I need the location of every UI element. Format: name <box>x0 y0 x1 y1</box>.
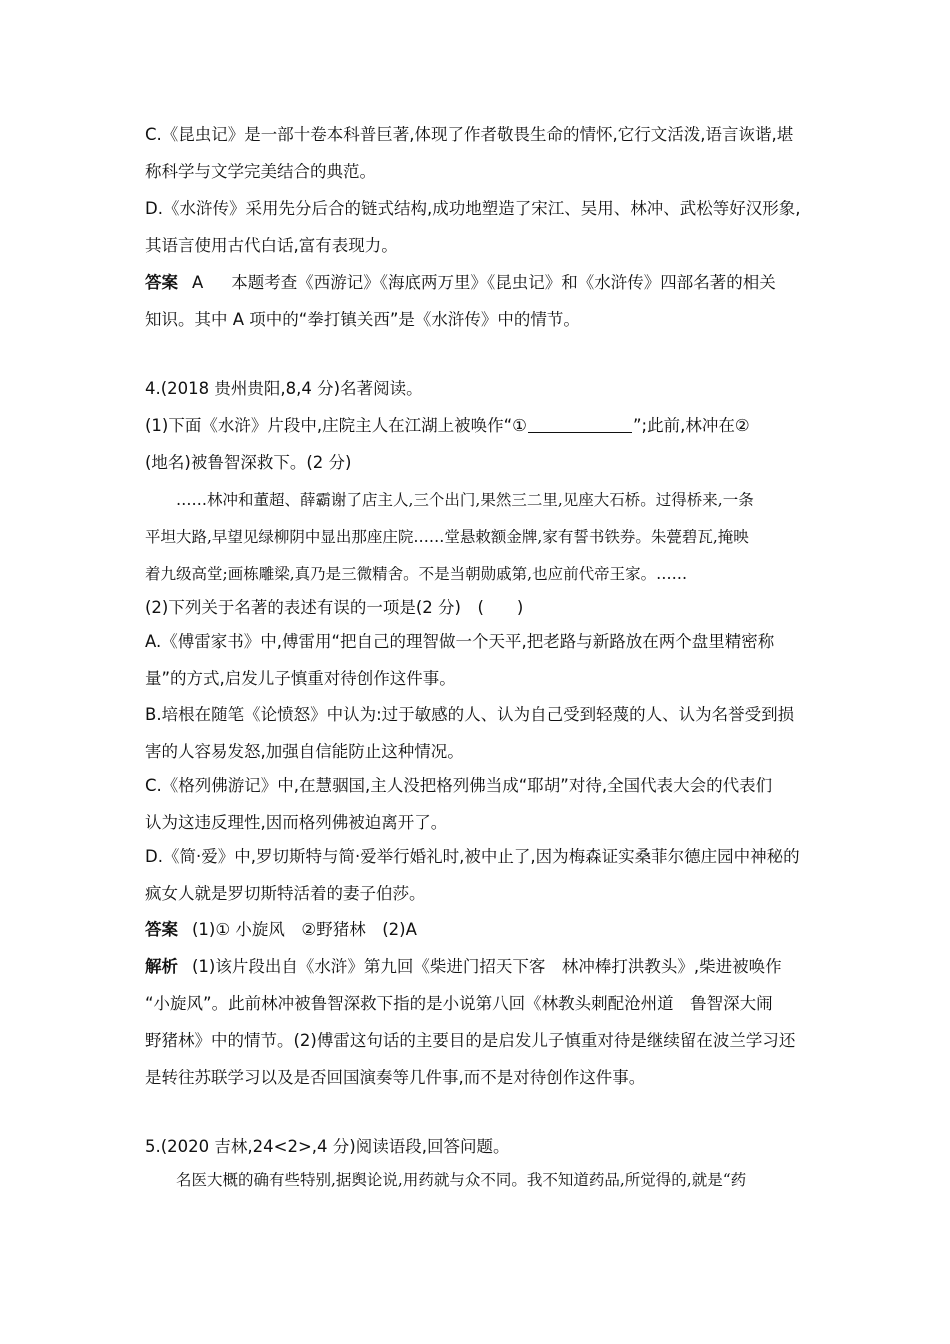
q4-option-a-line2: 量”的方式,启发儿子慎重对待创作这件事。 <box>145 669 456 688</box>
q4-part1-line1 <box>145 414 750 438</box>
answer-text: (1)① 小旋风 ②野猪林 (2)A <box>192 920 417 939</box>
q4-option-c-line2: 认为这违反理性,因而格列佛被迫离开了。 <box>145 813 448 832</box>
q4-option-c-line1: C.《格列佛游记》中,在慧骃国,主人没把格列佛当成“耶胡”对待,全国代表大会的代表们 <box>145 776 773 795</box>
q3-answer-line2: 知识。其中 A 项中的“拳打镇关西”是《水浒传》中的情节。 <box>145 310 580 329</box>
q3-option-c-line2: 称科学与文学完美结合的典范。 <box>145 162 376 181</box>
q4-analysis-line2: “小旋风”。此前林冲被鲁智深救下指的是小说第八回《林教头刺配沧州道 鲁智深大闹 <box>145 994 773 1013</box>
q4-analysis-line4: 是转往苏联学习以及是否回国演奏等几件事,而不是对待创作这件事。 <box>145 1068 646 1087</box>
q3-option-c-line1: C.《昆虫记》是一部十卷本科普巨著,体现了作者敬畏生命的情怀,它行文活泼,语言诙谐,堪 <box>145 125 794 144</box>
q4-analysis-line3: 野猪林》中的情节。(2)傅雷这句话的主要目的是启发儿子慎重对待是继续留在波兰学习还 <box>145 1031 796 1050</box>
q4-part2-prompt: (2)下列关于名著的表述有误的一项是(2 分) ( ) <box>145 598 524 617</box>
q4-answer-line <box>145 918 417 942</box>
q5-excerpt-line1: 名医大概的确有些特别,据舆论说,用药就与众不同。我不知道药品,所觉得的,就是“药 <box>176 1171 747 1189</box>
q4-excerpt-line2: 平坦大路,早望见绿柳阴中显出那座庄院……堂悬敕额金牌,家有誓书铁券。朱甍碧瓦,掩映 <box>145 528 749 546</box>
q4-part1-text-after: ”;此前,林冲在② <box>632 416 750 435</box>
q4-title: 4.(2018 贵州贵阳,8,4 分)名著阅读。 <box>145 379 423 398</box>
q4-part1-text-before: (1)下面《水浒》片段中,庄院主人在江湖上被唤作“① <box>145 416 527 435</box>
q4-option-b-line2: 害的人容易发怒,加强自信能防止这种情况。 <box>145 742 464 761</box>
q3-answer-line1 <box>145 271 776 295</box>
q3-option-d-line1: D.《水浒传》采用先分后合的链式结构,成功地塑造了宋江、吴用、林冲、武松等好汉形象, <box>145 199 801 218</box>
answer-label: 答案 <box>145 273 178 292</box>
answer-blank[interactable] <box>528 416 632 433</box>
q5-title: 5.(2020 吉林,24<2>,4 分)阅读语段,回答问题。 <box>145 1137 510 1156</box>
q4-excerpt-line1: ……林冲和董超、薛霸谢了店主人,三个出门,果然三二里,见座大石桥。过得桥来,一条 <box>176 491 754 509</box>
q4-excerpt-line3: 着九级高堂;画栋雕梁,真乃是三微精舍。不是当朝勋戚第,也应前代帝王家。…… <box>145 565 688 583</box>
q4-option-d-line1: D.《简·爱》中,罗切斯特与简·爱举行婚礼时,被中止了,因为梅森证实桑菲尔德庄园中神秘的 <box>145 847 800 866</box>
answer-label: 答案 <box>145 920 178 939</box>
analysis-text: (1)该片段出自《水浒》第九回《柴进门招天下客 林冲棒打洪教头》,柴进被唤作 <box>192 957 782 976</box>
q4-analysis-line1 <box>145 955 782 979</box>
analysis-label: 解析 <box>145 957 178 976</box>
answer-value: A <box>192 273 204 292</box>
q4-option-a-line1: A.《傅雷家书》中,傅雷用“把自己的理智做一个天平,把老路与新路放在两个盘里精密称 <box>145 632 775 651</box>
q3-option-d-line2: 其语言使用古代白话,富有表现力。 <box>145 236 398 255</box>
q4-option-b-line1: B.培根在随笔《论愤怒》中认为:过于敏感的人、认为自己受到轻蔑的人、认为名誉受到损 <box>145 705 795 724</box>
q4-option-d-line2: 疯女人就是罗切斯特活着的妻子伯莎。 <box>145 884 426 903</box>
q4-part1-line2: (地名)被鲁智深救下。(2 分) <box>145 453 352 472</box>
answer-explanation: 本题考查《西游记》《海底两万里》《昆虫记》和《水浒传》四部名著的相关 <box>231 273 776 292</box>
